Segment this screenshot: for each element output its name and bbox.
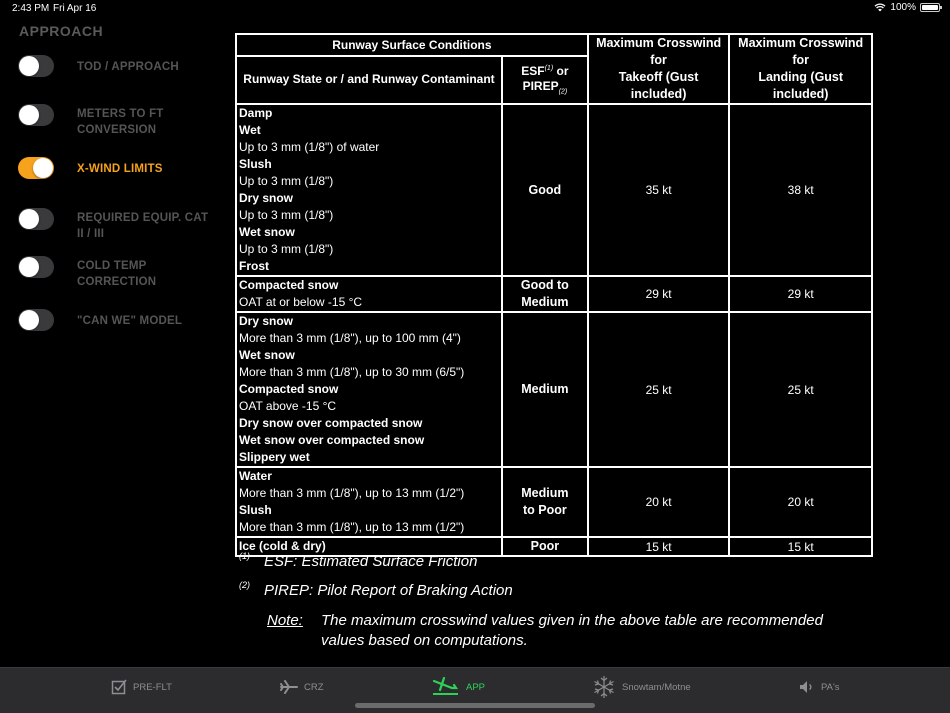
table-row <box>236 276 872 312</box>
toggle-knob <box>19 257 39 277</box>
esf-value: Poor <box>530 539 560 553</box>
toggle-knob <box>19 310 39 330</box>
tab-label: APP <box>466 681 486 693</box>
sidebar-item-label: TOD / APPROACH <box>77 61 179 73</box>
sidebar-item-meters-to-ft[interactable] <box>18 104 218 138</box>
esf-cell <box>502 467 588 537</box>
footnote-pirep <box>239 582 639 602</box>
toggle-switch[interactable] <box>18 208 54 230</box>
tab-label: PRE-FLT <box>133 681 172 693</box>
contaminant-name: Dry snow <box>239 314 294 328</box>
contaminant-detail: OAT above -15 °C <box>239 399 337 413</box>
tab-snowtam-motne[interactable] <box>592 668 691 706</box>
contaminant-name: Frost <box>239 259 269 273</box>
sidebar-item-label: METERS TO FT CONVERSION <box>77 108 164 136</box>
runway-condition-cell <box>236 467 502 537</box>
header-takeoff-line1: Maximum Crosswind for <box>596 36 722 67</box>
sidebar-item-cold-temp[interactable] <box>18 256 218 290</box>
takeoff-crosswind-cell: 35 kt <box>588 104 730 276</box>
toggle-knob <box>19 209 39 229</box>
contaminant-name: Water <box>239 469 272 483</box>
tab-pas[interactable] <box>799 668 840 706</box>
status-date: Fri Apr 16 <box>53 3 97 14</box>
sidebar-item-label: X-WIND LIMITS <box>77 163 163 175</box>
contaminant-detail: Up to 3 mm (1/8") <box>239 174 334 188</box>
footnote-text: PIREP: Pilot Report of Braking Action <box>264 582 513 599</box>
header-max-crosswind-landing <box>729 34 872 104</box>
header-landing-line1: Maximum Crosswind for <box>738 36 864 67</box>
landing-icon <box>432 676 460 698</box>
contaminant-name: Dry snow over compacted snow <box>239 416 423 430</box>
battery-icon <box>920 3 940 12</box>
takeoff-crosswind-cell: 20 kt <box>588 467 730 537</box>
sidebar-item-label: COLD TEMP CORRECTION <box>77 260 157 288</box>
header-takeoff-line2: Takeoff (Gust included) <box>618 70 699 101</box>
contaminant-name: Ice (cold & dry) <box>239 539 326 553</box>
contaminant-detail: Up to 3 mm (1/8") <box>239 208 334 222</box>
sidebar-item-label: "CAN WE" MODEL <box>77 315 183 327</box>
landing-crosswind-cell: 15 kt <box>729 537 872 556</box>
esf-cell <box>502 276 588 312</box>
esf-value: Good <box>528 182 562 197</box>
header-esf-pirep <box>502 56 588 104</box>
esf-value: Medium <box>521 382 569 396</box>
landing-crosswind-cell: 38 kt <box>729 104 872 276</box>
contaminant-detail: More than 3 mm (1/8"), up to 30 mm (6/5") <box>239 365 465 379</box>
contaminant-detail: More than 3 mm (1/8"), up to 13 mm (1/2") <box>239 520 465 534</box>
contaminant-name: Wet snow <box>239 225 295 239</box>
toggle-switch[interactable] <box>18 55 54 77</box>
table-row <box>236 312 872 467</box>
toggle-switch[interactable] <box>18 104 54 126</box>
landing-crosswind-cell: 20 kt <box>729 467 872 537</box>
contaminant-detail: More than 3 mm (1/8"), up to 100 mm (4") <box>239 331 461 345</box>
contaminant-name: Damp <box>239 106 273 120</box>
landing-crosswind-cell: 25 kt <box>729 312 872 467</box>
takeoff-crosswind-cell: 25 kt <box>588 312 730 467</box>
contaminant-name: Compacted snow <box>239 382 339 396</box>
contaminant-name: Compacted snow <box>239 278 339 292</box>
header-pirep: PIREP <box>522 78 559 93</box>
status-time: 2:43 PM <box>12 3 50 14</box>
esf-cell <box>502 312 588 467</box>
contaminant-detail: OAT at or below -15 °C <box>239 295 363 309</box>
tab-crz[interactable] <box>280 668 324 706</box>
runway-condition-cell <box>236 104 502 276</box>
takeoff-crosswind-cell: 15 kt <box>588 537 730 556</box>
tab-label: Snowtam/Motne <box>622 681 691 693</box>
sidebar-item-tod-approach[interactable] <box>18 55 218 77</box>
tab-pre-flt[interactable] <box>111 668 172 706</box>
esf-value: Medium <box>521 486 569 500</box>
contaminant-name: Slippery wet <box>239 450 310 464</box>
toggle-switch[interactable] <box>18 157 54 179</box>
header-pirep-footnote-mark: (2) <box>558 87 568 95</box>
contaminant-name: Dry snow <box>239 191 294 205</box>
sidebar-item-x-wind-limits[interactable] <box>18 157 218 179</box>
toggle-knob <box>33 158 53 178</box>
sidebar-item-can-we-model[interactable] <box>18 309 218 331</box>
contaminant-name: Wet snow <box>239 348 295 362</box>
checkbox-icon <box>111 679 127 695</box>
tab-app[interactable] <box>432 668 485 706</box>
status-right <box>874 2 940 13</box>
contaminant-name: Slush <box>239 503 272 517</box>
esf-cell <box>502 104 588 276</box>
header-landing-line2: Landing (Gust included) <box>758 70 844 101</box>
runway-condition-cell <box>236 312 502 467</box>
contaminant-detail: Up to 3 mm (1/8") of water <box>239 140 380 154</box>
sidebar-item-required-equip[interactable] <box>18 208 218 242</box>
wifi-icon <box>874 3 886 12</box>
footnote-number: (2) <box>239 580 250 590</box>
contaminant-detail: More than 3 mm (1/8"), up to 13 mm (1/2") <box>239 486 465 500</box>
toggle-switch[interactable] <box>18 309 54 331</box>
esf-value: Medium <box>521 295 569 309</box>
table-body <box>236 104 872 556</box>
esf-value: Good to <box>520 278 569 292</box>
contaminant-name: Wet <box>239 123 261 137</box>
toggle-switch[interactable] <box>18 256 54 278</box>
note-label: Note: <box>267 612 303 629</box>
toggle-knob <box>19 56 39 76</box>
tab-label: CRZ <box>304 681 324 693</box>
esf-value: to Poor <box>523 503 567 517</box>
home-indicator[interactable] <box>355 703 595 708</box>
speaker-icon <box>799 680 815 694</box>
landing-crosswind-cell: 29 kt <box>729 276 872 312</box>
toggle-knob <box>19 105 39 125</box>
header-runway-surface-conditions: Runway Surface Conditions <box>236 34 588 56</box>
header-esf: ESF <box>521 63 545 78</box>
runway-condition-cell <box>236 276 502 312</box>
snowflake-icon <box>592 675 616 699</box>
sidebar-item-label: REQUIRED EQUIP. CAT II / III <box>77 212 209 240</box>
header-esf-or: or <box>553 63 569 78</box>
contaminant-detail: Up to 3 mm (1/8") <box>239 242 334 256</box>
header-runway-state: Runway State or / and Runway Contaminant <box>236 56 502 104</box>
takeoff-crosswind-cell: 29 kt <box>588 276 730 312</box>
footnote-number: (1) <box>239 551 250 561</box>
table-row <box>236 467 872 537</box>
footnote-text: ESF: Estimated Surface Friction <box>264 553 478 570</box>
footnote-esf <box>239 553 639 573</box>
note-text: The maximum crosswind values given in the above table are recommended values based on computations. <box>321 612 823 649</box>
battery-percent: 100% <box>890 2 916 13</box>
status-bar <box>0 0 950 18</box>
contaminant-name: Slush <box>239 157 272 171</box>
header-max-crosswind-takeoff <box>588 34 730 104</box>
tab-label: PA's <box>821 681 840 693</box>
table-row <box>236 104 872 276</box>
section-title: APPROACH <box>19 23 104 39</box>
crosswind-table <box>235 33 873 557</box>
airplane-icon <box>280 680 298 694</box>
contaminant-name: Wet snow over compacted snow <box>239 433 425 447</box>
header-esf-footnote-mark: (1) <box>544 64 554 72</box>
